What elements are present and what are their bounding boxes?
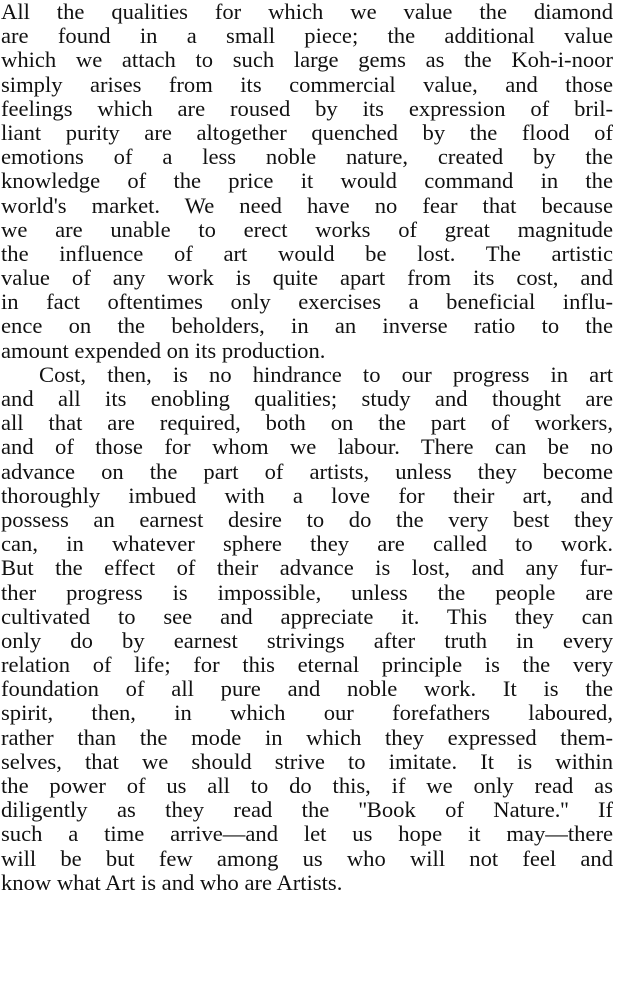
text-line: the influence of art would be lost. The artistic: [1, 241, 613, 266]
text-line: ther progress is impossible, unless the people are: [1, 580, 613, 605]
text-line: feelings which are roused by its expression of bril-: [1, 96, 613, 121]
text-line: rather than the mode in which they expressed them-: [1, 725, 613, 750]
text-line: advance on the part of artists, unless they become: [1, 459, 613, 484]
text-line: All the qualities for which we value the diamond: [1, 0, 613, 24]
text-line: we are unable to erect works of great magnitude: [1, 217, 613, 242]
text-line: such a time arrive—and let us hope it may—there: [1, 822, 613, 847]
text-line: thoroughly imbued with a love for their art, and: [1, 483, 613, 508]
text-line: all that are required, both on the part of workers,: [1, 411, 613, 436]
text-line: liant purity are altogether quenched by the flood of: [1, 120, 613, 145]
text-line: world's market. We need have no fear that because: [1, 193, 613, 218]
text-line: know what Art is and who are Artists.: [1, 870, 343, 895]
paragraph-1: [1, 0, 613, 363]
text-line: selves, that we should strive to imitate. It is within: [1, 749, 613, 774]
text-line: value of any work is quite apart from its cost, and: [1, 266, 613, 291]
text-line: foundation of all pure and noble work. It is the: [1, 677, 613, 702]
paragraph-2: [1, 363, 613, 895]
text-line: But the effect of their advance is lost, and any fur-: [1, 556, 613, 581]
text-line: and of those for whom we labour. There can be no: [1, 435, 613, 460]
text-line: simply arises from its commercial value, and those: [1, 72, 613, 97]
text-line: ence on the beholders, in an inverse ratio to the: [1, 314, 613, 339]
text-line: diligently as they read the ''Book of Nature.'' If: [1, 798, 613, 823]
text-line: Cost, then, is no hindrance to our progress in art: [39, 362, 613, 387]
text-line: and all its enobling qualities; study and thought are: [1, 387, 613, 411]
text-line: only do by earnest strivings after truth in every: [1, 628, 613, 653]
text-line: cultivated to see and appreciate it. This they can: [1, 604, 613, 629]
text-line: relation of life; for this eternal principle is the very: [1, 653, 613, 678]
text-line: the power of us all to do this, if we only read as: [1, 774, 613, 798]
text-line: spirit, then, in which our forefathers laboured,: [1, 701, 613, 726]
text-line: emotions of a less noble nature, created by the: [1, 145, 613, 170]
text-line: possess an earnest desire to do the very best they: [1, 507, 613, 532]
text-line: which we attach to such large gems as the Koh-i-noor: [1, 48, 613, 73]
text-line: will be but few among us who will not feel and: [1, 846, 613, 871]
text-line: are found in a small piece; the additional value: [1, 24, 613, 49]
text-line: knowledge of the price it would command in the: [1, 169, 613, 194]
text-line: amount expended on its production.: [1, 338, 326, 363]
text-line: in fact oftentimes only exercises a beneficial influ-: [1, 290, 613, 315]
text-line: can, in whatever sphere they are called to work.: [1, 532, 613, 557]
